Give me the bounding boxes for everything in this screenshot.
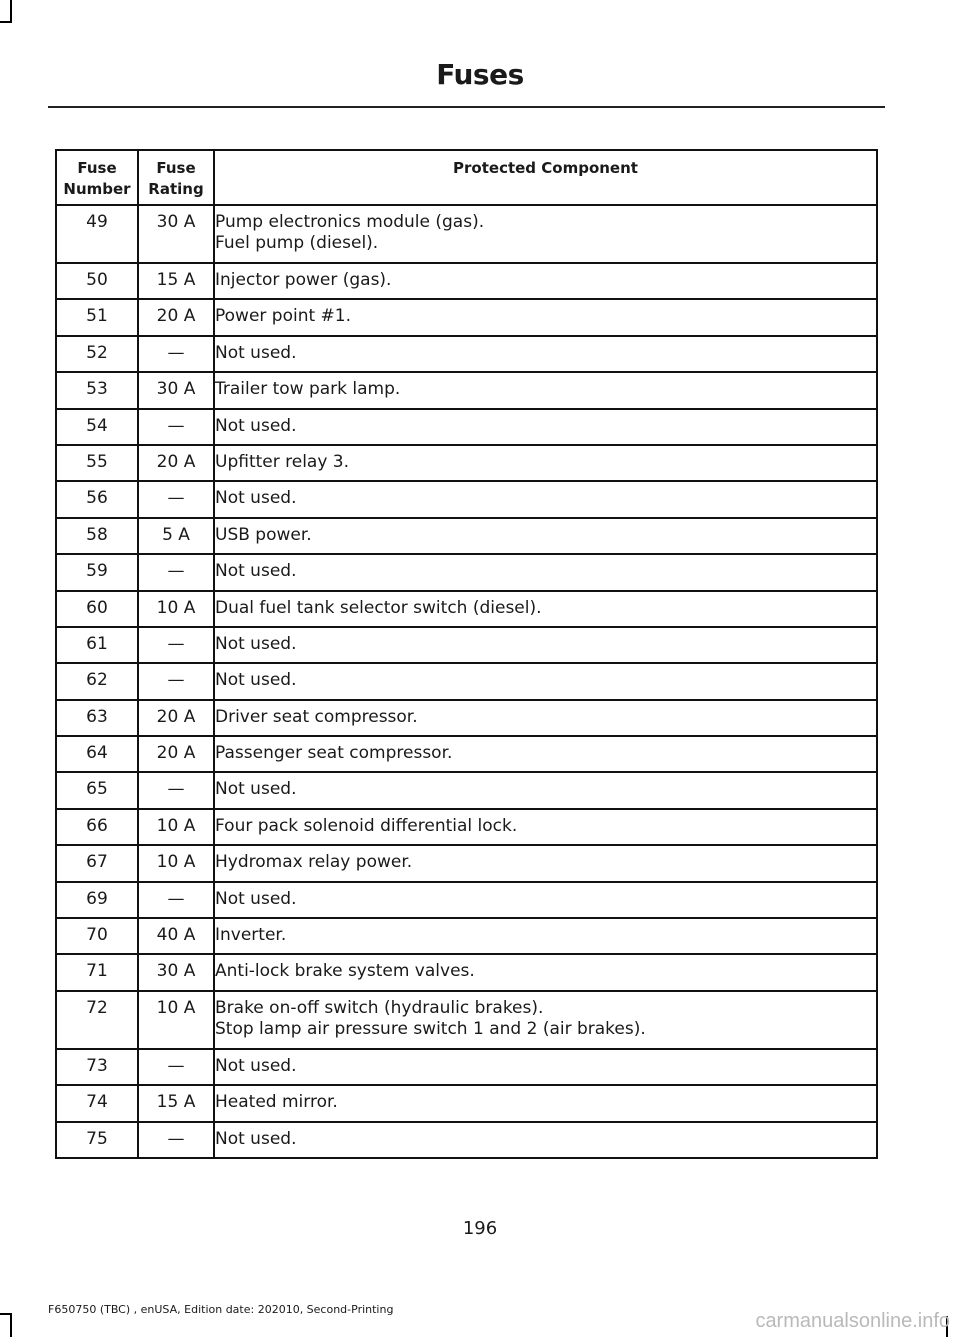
- component-line: Not used.: [215, 888, 297, 909]
- component-line: Not used.: [215, 779, 297, 800]
- component-line: Injector power (gas).: [215, 270, 392, 290]
- table-row: [56, 481, 877, 517]
- fuse-rating-cell: 10 A: [138, 991, 214, 1049]
- fuse-number-cell: 55: [56, 445, 138, 481]
- column-header-fuse-rating: Fuse Rating: [138, 150, 214, 205]
- protected-component-cell: [214, 736, 877, 772]
- table-row: [56, 627, 877, 663]
- fuse-number-cell: 74: [56, 1085, 138, 1121]
- fuse-number-cell: 62: [56, 663, 138, 699]
- table-row: [56, 263, 877, 299]
- fuse-rating-cell: —: [138, 1049, 214, 1085]
- page-number: 196: [462, 1218, 498, 1239]
- crop-mark-bottom-left-v: [10, 1313, 12, 1337]
- component-line: USB power.: [215, 524, 312, 545]
- fuse-rating-cell: —: [138, 481, 214, 517]
- fuse-rating-cell: 10 A: [138, 591, 214, 627]
- fuse-rating-cell: —: [138, 663, 214, 699]
- fuse-rating-cell: 20 A: [138, 445, 214, 481]
- fuse-rating-cell: 10 A: [138, 809, 214, 845]
- component-line: Power point #1.: [215, 306, 352, 327]
- watermark-text: carmanualsonline.info: [755, 1310, 950, 1332]
- fuse-number-cell: 58: [56, 518, 138, 554]
- crop-mark-top-left-h: [0, 21, 12, 23]
- component-line: Passenger seat compressor.: [215, 743, 453, 764]
- fuse-number-cell: 63: [56, 700, 138, 736]
- table-row: [56, 336, 877, 372]
- table-row: [56, 1122, 877, 1158]
- fuse-number-cell: 64: [56, 736, 138, 772]
- fuse-number-cell: 56: [56, 481, 138, 517]
- table-row: [56, 1085, 877, 1121]
- component-line: Hydromax relay power.: [215, 852, 413, 873]
- component-line: Not used.: [215, 415, 297, 436]
- protected-component-cell: [214, 772, 877, 808]
- component-line: Driver seat compressor.: [215, 706, 418, 727]
- fuse-number-cell: 51: [56, 299, 138, 335]
- fuse-rating-cell: 20 A: [138, 299, 214, 335]
- component-line: Stop lamp air pressure switch 1 and 2 (air brakes).: [215, 1018, 646, 1039]
- table-row: [56, 845, 877, 881]
- table-row: [56, 663, 877, 699]
- protected-component-cell: [214, 518, 877, 554]
- fuse-rating-cell: —: [138, 882, 214, 918]
- fuse-rating-cell: —: [138, 1122, 214, 1158]
- table-header-row: [56, 150, 877, 205]
- component-line: Not used.: [215, 488, 297, 509]
- column-header-protected-component: Protected Component: [214, 150, 877, 205]
- column-header-fuse-number: Fuse Number: [56, 150, 138, 205]
- table-row: [56, 700, 877, 736]
- protected-component-cell: [214, 954, 877, 990]
- fuse-number-cell: 66: [56, 809, 138, 845]
- component-line: Fuel pump (diesel).: [215, 233, 379, 253]
- component-line: Not used.: [215, 561, 297, 582]
- protected-component-cell: [214, 627, 877, 663]
- fuse-number-cell: 70: [56, 918, 138, 954]
- table-row: [56, 1049, 877, 1085]
- component-line: Anti-lock brake system valves.: [215, 961, 475, 982]
- table-row: [56, 518, 877, 554]
- fuse-rating-cell: 30 A: [138, 372, 214, 408]
- protected-component-cell: [214, 1085, 877, 1121]
- table-row: [56, 409, 877, 445]
- protected-component-cell: [214, 336, 877, 372]
- fuse-rating-cell: —: [138, 627, 214, 663]
- component-line: Four pack solenoid differential lock.: [215, 815, 518, 836]
- protected-component-cell: [214, 1122, 877, 1158]
- component-line: Brake on-off switch (hydraulic brakes).: [215, 997, 544, 1018]
- component-line: Trailer tow park lamp.: [215, 379, 401, 400]
- component-line: Not used.: [215, 1128, 297, 1149]
- table-row: [56, 882, 877, 918]
- fuse-rating-cell: 15 A: [138, 263, 214, 299]
- protected-component-cell: [214, 845, 877, 881]
- fuse-rating-cell: 15 A: [138, 1085, 214, 1121]
- component-line: Heated mirror.: [215, 1092, 338, 1113]
- table-row: [56, 372, 877, 408]
- table-row: [56, 591, 877, 627]
- fuse-rating-cell: 40 A: [138, 918, 214, 954]
- component-line: Dual fuel tank selector switch (diesel).: [215, 597, 542, 618]
- protected-component-cell: [214, 918, 877, 954]
- protected-component-cell: [214, 1049, 877, 1085]
- fuse-rating-cell: —: [138, 772, 214, 808]
- fuse-number-cell: 65: [56, 772, 138, 808]
- fuse-rating-cell: 30 A: [138, 954, 214, 990]
- fuse-table-body: [56, 205, 877, 1158]
- fuse-number-cell: 75: [56, 1122, 138, 1158]
- title-divider: [48, 106, 885, 108]
- fuse-number-cell: 72: [56, 991, 138, 1049]
- table-row: [56, 445, 877, 481]
- table-row: [56, 299, 877, 335]
- fuse-number-cell: 69: [56, 882, 138, 918]
- protected-component-cell: [214, 991, 877, 1049]
- fuse-number-cell: 60: [56, 591, 138, 627]
- page-title: Fuses: [436, 58, 524, 91]
- fuse-table: [55, 149, 878, 1159]
- table-row: [56, 736, 877, 772]
- fuse-rating-cell: —: [138, 336, 214, 372]
- protected-component-cell: [214, 205, 877, 263]
- protected-component-cell: [214, 882, 877, 918]
- fuse-rating-cell: 20 A: [138, 736, 214, 772]
- fuse-number-cell: 50: [56, 263, 138, 299]
- fuse-number-cell: 53: [56, 372, 138, 408]
- component-line: Not used.: [215, 342, 297, 363]
- footer-edition-info: F650750 (TBC) , enUSA, Edition date: 202010, Second-Printing: [48, 1303, 394, 1316]
- fuse-number-cell: 52: [56, 336, 138, 372]
- component-line: Pump electronics module (gas).: [215, 212, 485, 232]
- fuse-number-cell: 49: [56, 205, 138, 263]
- fuse-number-cell: 73: [56, 1049, 138, 1085]
- component-line: Not used.: [215, 1055, 297, 1076]
- fuse-number-cell: 59: [56, 554, 138, 590]
- crop-mark-bottom-left-h: [0, 1313, 12, 1315]
- protected-component-cell: [214, 663, 877, 699]
- protected-component-cell: [214, 809, 877, 845]
- component-line: Not used.: [215, 633, 297, 654]
- table-row: [56, 918, 877, 954]
- component-line: Inverter.: [215, 925, 287, 946]
- protected-component-cell: [214, 445, 877, 481]
- protected-component-cell: [214, 700, 877, 736]
- fuse-number-cell: 67: [56, 845, 138, 881]
- fuse-rating-cell: 5 A: [138, 518, 214, 554]
- fuse-rating-cell: 10 A: [138, 845, 214, 881]
- component-line: Upfitter relay 3.: [215, 451, 350, 472]
- table-row: [56, 205, 877, 263]
- protected-component-cell: [214, 554, 877, 590]
- fuse-number-cell: 54: [56, 409, 138, 445]
- table-row: [56, 554, 877, 590]
- fuse-number-cell: 71: [56, 954, 138, 990]
- component-line: Not used.: [215, 670, 297, 691]
- fuse-number-cell: 61: [56, 627, 138, 663]
- table-row: [56, 809, 877, 845]
- protected-component-cell: [214, 409, 877, 445]
- fuse-rating-cell: —: [138, 409, 214, 445]
- table-row: [56, 991, 877, 1049]
- fuse-rating-cell: 30 A: [138, 205, 214, 263]
- fuse-rating-cell: —: [138, 554, 214, 590]
- fuse-rating-cell: 20 A: [138, 700, 214, 736]
- protected-component-cell: [214, 263, 877, 299]
- protected-component-cell: [214, 591, 877, 627]
- table-row: [56, 954, 877, 990]
- protected-component-cell: [214, 372, 877, 408]
- crop-mark-top-left-v: [10, 0, 12, 22]
- table-row: [56, 772, 877, 808]
- protected-component-cell: [214, 481, 877, 517]
- protected-component-cell: [214, 299, 877, 335]
